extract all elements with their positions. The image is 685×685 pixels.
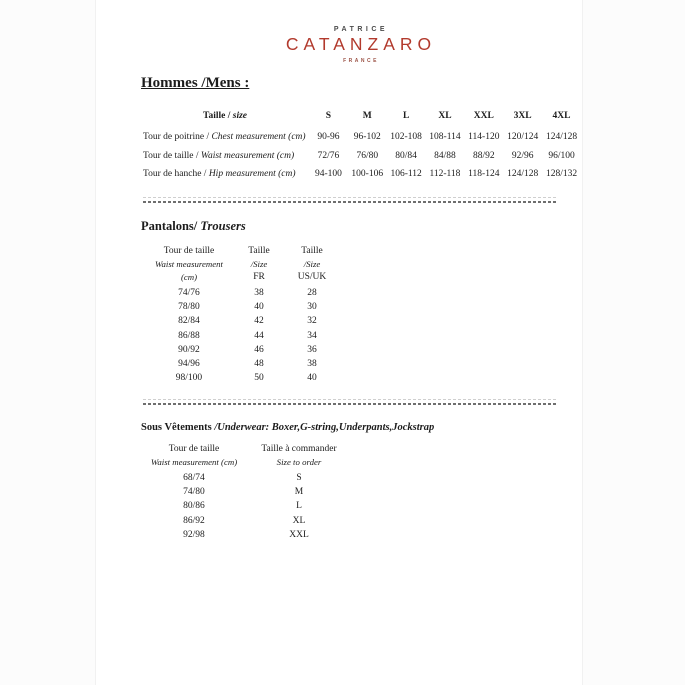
table-cell: 82/84 xyxy=(178,316,200,327)
brand-country: FRANCE xyxy=(343,58,379,64)
row-label-fr: Tour de poitrine / xyxy=(143,132,212,143)
row-label-en: Waist measurement (cm) xyxy=(200,150,295,161)
table-row xyxy=(143,528,353,542)
trousers-col2-line3: FR xyxy=(253,271,265,282)
table-cell: 100-106 xyxy=(351,169,384,180)
trousers-title-en: Trousers xyxy=(197,218,246,233)
table-cell: 74/80 xyxy=(183,487,205,498)
table-cell: 90/92 xyxy=(178,344,200,355)
underwear-col1-line2: Waist measurement (cm) xyxy=(150,456,238,467)
brand-logo xyxy=(141,26,581,64)
table-row xyxy=(143,328,341,342)
underwear-section-title xyxy=(141,422,582,433)
row-label xyxy=(141,128,309,147)
table-cell: 96-102 xyxy=(353,132,381,143)
table-row xyxy=(143,513,353,527)
table-cell: 38 xyxy=(254,287,264,298)
trousers-table xyxy=(143,245,341,386)
table-cell: 48 xyxy=(254,359,264,370)
brand-name-top: PATRICE xyxy=(333,26,389,33)
table-row xyxy=(143,314,341,328)
table-cell: 46 xyxy=(254,344,264,355)
size-table-header-row xyxy=(141,104,581,128)
underwear-col2-header xyxy=(245,443,353,471)
table-cell: 124/128 xyxy=(507,169,539,180)
column-header: S xyxy=(325,111,332,121)
table-row xyxy=(141,165,581,184)
table-cell: 42 xyxy=(254,316,264,327)
trousers-col1-line2: Waist measurement xyxy=(154,258,223,269)
table-cell: 68/74 xyxy=(183,472,205,483)
dashed-line-light xyxy=(143,399,558,400)
trousers-table-head xyxy=(143,245,341,286)
table-row xyxy=(143,371,341,385)
table-cell: 114-120 xyxy=(468,132,500,143)
size-table-label-header xyxy=(141,104,309,128)
table-cell: 120/124 xyxy=(507,132,539,143)
underwear-col2-line2: Size to order xyxy=(276,456,322,467)
table-cell: 112-118 xyxy=(429,169,461,180)
row-label-fr: Tour de taille / xyxy=(143,150,201,161)
table-cell: 84/88 xyxy=(434,150,456,161)
table-row xyxy=(143,471,353,485)
table-cell: 94/96 xyxy=(178,359,200,370)
underwear-table xyxy=(143,443,353,542)
underwear-title-fr: Sous Vêtements xyxy=(141,421,215,433)
underwear-table-header-row xyxy=(143,443,353,471)
brand-name-main: CATANZARO xyxy=(285,34,437,54)
table-cell: 98/100 xyxy=(175,373,203,384)
row-label xyxy=(141,165,309,184)
table-cell: XXL xyxy=(289,529,309,540)
row-label-fr: Tour de hanche / xyxy=(143,169,209,180)
table-cell: 80/84 xyxy=(395,150,417,161)
table-cell: 30 xyxy=(307,301,317,312)
table-cell: 96/100 xyxy=(548,150,575,161)
row-label xyxy=(141,147,309,166)
trousers-col1-header xyxy=(143,245,235,286)
table-cell: 34 xyxy=(307,330,317,341)
table-cell: 102-108 xyxy=(390,132,422,143)
table-cell: 124/128 xyxy=(545,132,578,143)
table-cell: 38 xyxy=(307,359,317,370)
underwear-col1-line1: Tour de taille xyxy=(168,443,220,454)
trousers-title-fr: Pantalons/ xyxy=(141,218,198,233)
trousers-table-header-row xyxy=(143,245,341,286)
table-cell: L xyxy=(296,501,302,512)
table-cell: 90-96 xyxy=(317,132,340,143)
table-cell: 88/92 xyxy=(472,150,495,161)
trousers-col2-line2: /Size xyxy=(250,258,268,269)
table-cell: 94-100 xyxy=(314,169,342,180)
dashed-line-dark xyxy=(143,201,558,203)
column-header: 4XL xyxy=(552,111,571,121)
dashed-separator xyxy=(143,399,558,405)
table-cell: 36 xyxy=(307,344,317,355)
table-cell: 40 xyxy=(307,373,317,384)
table-cell: 78/80 xyxy=(178,301,200,312)
table-cell: 86/92 xyxy=(183,515,205,526)
column-header: 3XL xyxy=(513,111,532,121)
column-header: M xyxy=(362,111,372,121)
underwear-table-body xyxy=(143,471,353,542)
table-row xyxy=(143,499,353,513)
size-table-body xyxy=(141,128,581,184)
trousers-section-title xyxy=(141,219,582,234)
table-cell: 76/80 xyxy=(356,150,379,161)
table-cell: XL xyxy=(292,515,306,526)
size-table-head xyxy=(141,104,581,128)
table-cell: 50 xyxy=(254,373,264,384)
table-cell: S xyxy=(296,472,302,483)
trousers-col1-line1: Tour de taille xyxy=(163,245,215,256)
underwear-col1-header xyxy=(143,443,245,471)
table-cell: 80/86 xyxy=(183,501,205,512)
underwear-table-head xyxy=(143,443,353,471)
dashed-line-light xyxy=(143,197,558,198)
table-cell: 108-114 xyxy=(429,132,461,143)
size-table xyxy=(141,104,581,184)
table-row xyxy=(143,286,341,300)
column-header: XXL xyxy=(473,111,494,121)
table-cell: 28 xyxy=(307,287,317,298)
table-cell: 86/88 xyxy=(178,330,200,341)
table-cell: 40 xyxy=(254,301,264,312)
trousers-col3-line1: Taille xyxy=(301,245,323,256)
column-header: XL xyxy=(438,111,452,121)
trousers-table-body xyxy=(143,286,341,386)
table-row xyxy=(141,128,581,147)
size-table-label-header-bold: Taille / xyxy=(203,111,233,121)
trousers-col3-line3: US/UK xyxy=(297,271,327,282)
underwear-col2-line1: Taille à commander xyxy=(261,443,337,454)
table-row xyxy=(143,343,341,357)
page-title: Hommes /Mens : xyxy=(141,75,250,91)
trousers-col2-header xyxy=(235,245,283,286)
dashed-line-dark xyxy=(143,403,558,405)
table-cell: 106-112 xyxy=(390,169,422,180)
trousers-col3-line2: /Size xyxy=(303,258,321,269)
table-cell: 44 xyxy=(254,330,264,341)
column-header: L xyxy=(402,111,410,121)
table-cell: M xyxy=(294,487,304,498)
table-cell: 128/132 xyxy=(545,169,578,180)
table-row xyxy=(141,147,581,166)
size-chart-page xyxy=(95,0,583,685)
row-label-en: Hip measurement (cm) xyxy=(208,169,296,180)
dashed-separator xyxy=(143,197,558,203)
trousers-col1-line3: (cm) xyxy=(180,271,198,282)
table-cell: 92/96 xyxy=(511,150,534,161)
size-table-label-header-italic: size xyxy=(232,111,247,121)
table-row xyxy=(143,485,353,499)
trousers-col3-header xyxy=(283,245,341,286)
table-row xyxy=(143,300,341,314)
table-cell: 118-124 xyxy=(468,169,500,180)
table-cell: 72/76 xyxy=(317,150,340,161)
trousers-col2-line1: Taille xyxy=(248,245,270,256)
table-cell: 92/98 xyxy=(183,529,205,540)
table-cell: 32 xyxy=(307,316,317,327)
table-cell: 74/76 xyxy=(178,287,200,298)
underwear-title-en: /Underwear: Boxer,G-string,Underpants,Jockstrap xyxy=(214,421,435,433)
table-row xyxy=(143,357,341,371)
row-label-en: Chest measurement (cm) xyxy=(211,132,306,143)
